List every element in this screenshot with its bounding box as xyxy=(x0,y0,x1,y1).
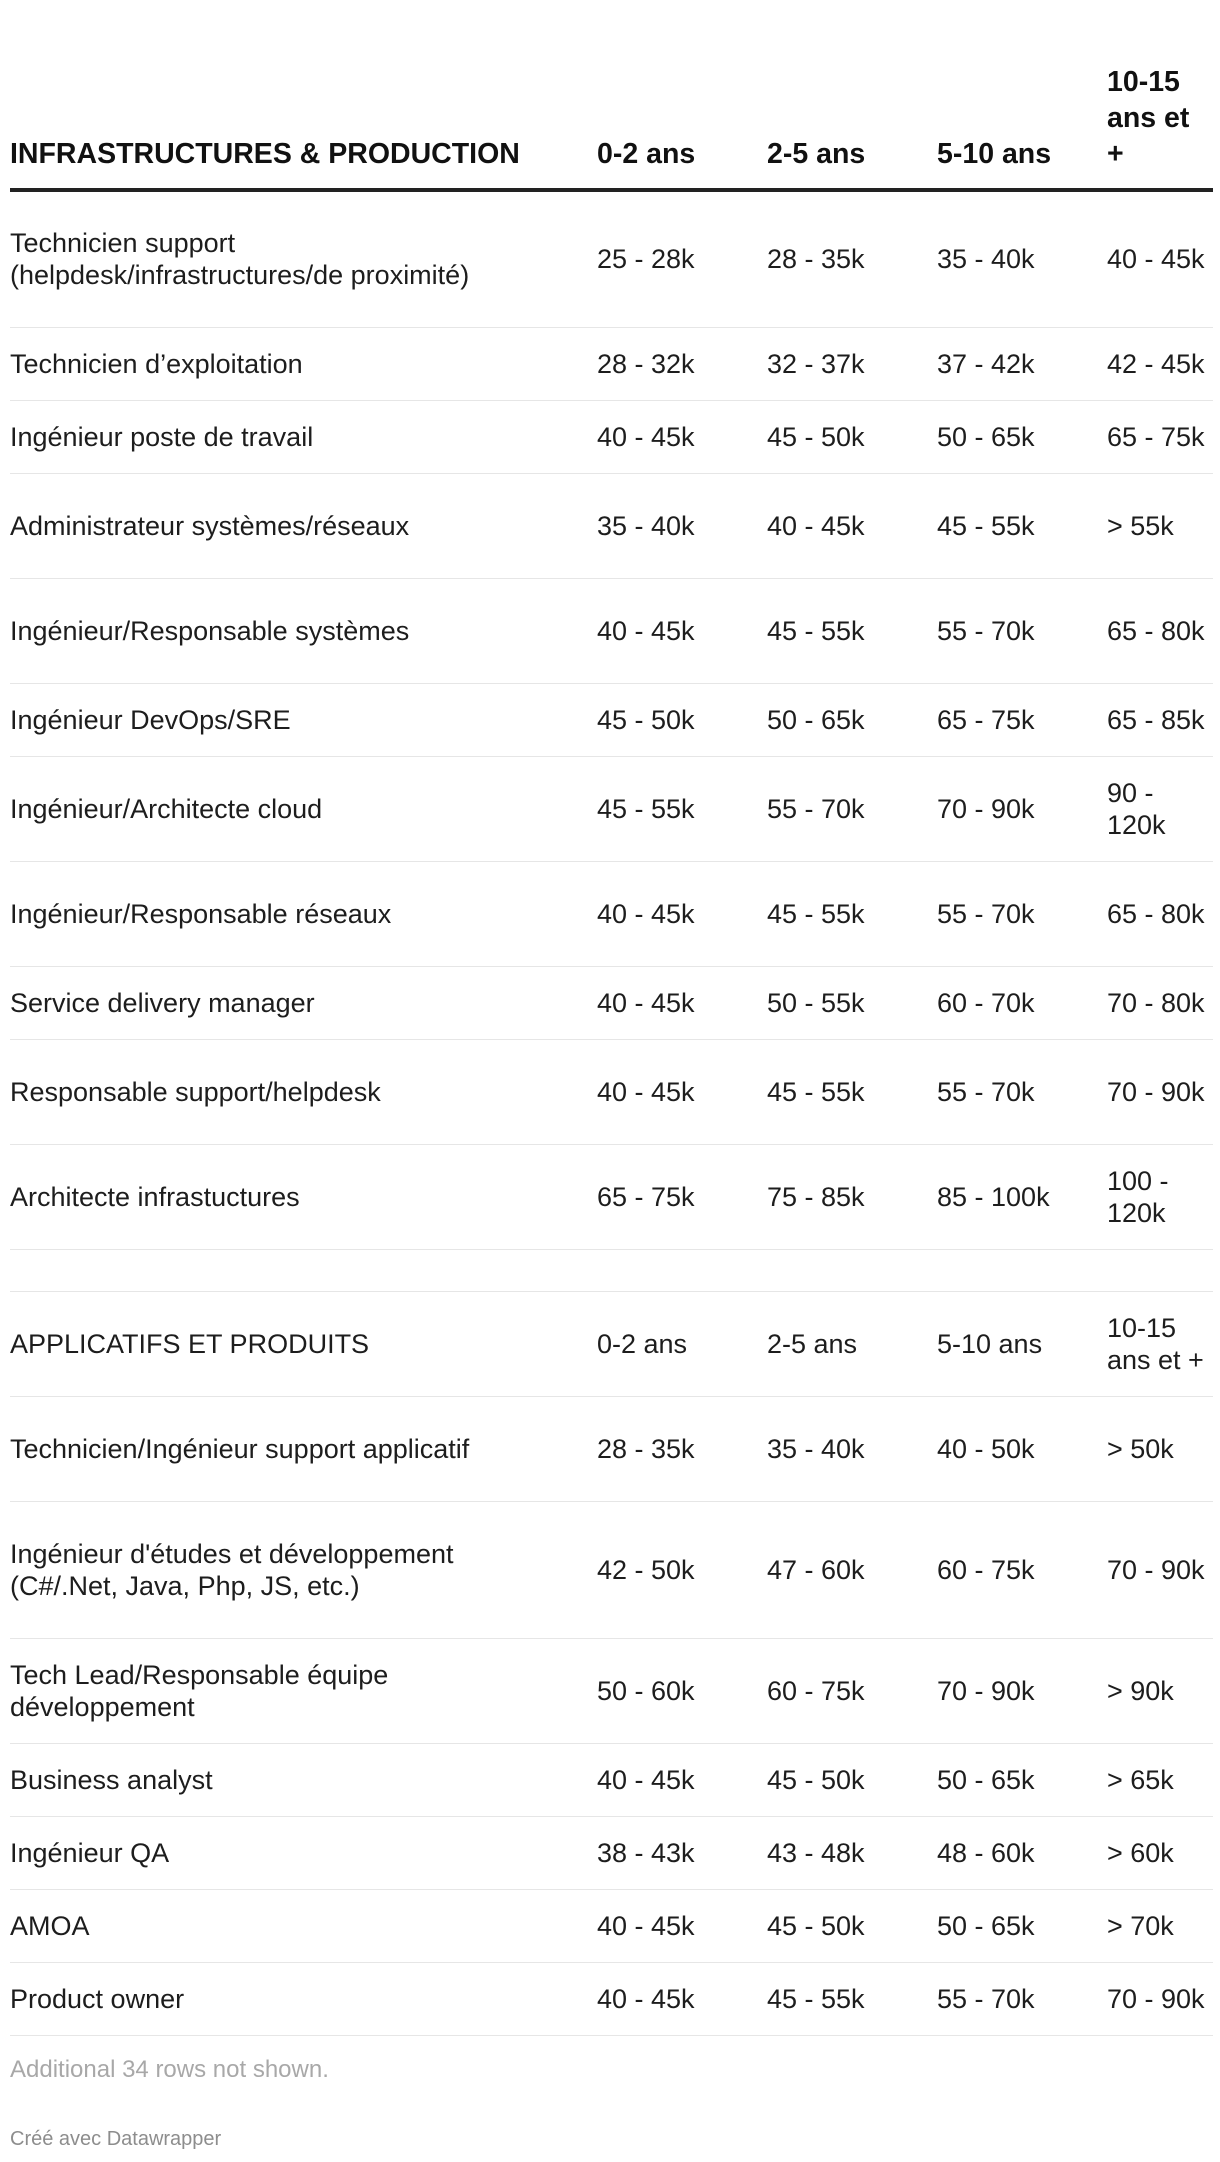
table-row xyxy=(10,1501,1213,1638)
row-label: Ingénieur/Responsable réseaux xyxy=(10,861,597,966)
row-label: AMOA xyxy=(10,1889,597,1962)
row-label: Ingénieur DevOps/SRE xyxy=(10,683,597,756)
cell-value: > 70k xyxy=(1107,1889,1213,1962)
row-label: Ingénieur/Architecte cloud xyxy=(10,756,597,861)
row-label: Ingénieur d'études et développement (C#/.Net, Java, Php, JS, etc.) xyxy=(10,1501,597,1638)
row-label: Ingénieur QA xyxy=(10,1816,597,1889)
cell-value: 35 - 40k xyxy=(937,190,1107,327)
cell-value: 40 - 45k xyxy=(597,966,767,1039)
cell-value: 28 - 32k xyxy=(597,327,767,400)
cell-value: 55 - 70k xyxy=(937,1039,1107,1144)
cell-value: 65 - 75k xyxy=(597,1144,767,1249)
table-row xyxy=(10,578,1213,683)
cell-value: 65 - 80k xyxy=(1107,578,1213,683)
cell-value: 50 - 65k xyxy=(937,1889,1107,1962)
cell-value: 55 - 70k xyxy=(937,861,1107,966)
cell-value: 40 - 45k xyxy=(597,861,767,966)
salary-table xyxy=(10,0,1213,2036)
cell-value: 50 - 65k xyxy=(767,683,937,756)
table-row xyxy=(10,1743,1213,1816)
section-col-5-10-ans: 5-10 ans xyxy=(937,1291,1107,1396)
section-header-row xyxy=(10,1291,1213,1396)
cell-value: 70 - 90k xyxy=(1107,1962,1213,2035)
row-label: Responsable support/helpdesk xyxy=(10,1039,597,1144)
cell-value: > 60k xyxy=(1107,1816,1213,1889)
cell-value: 40 - 45k xyxy=(597,400,767,473)
table-row xyxy=(10,1889,1213,1962)
cell-value: 40 - 45k xyxy=(767,473,937,578)
header-0-2-ans[interactable]: 0-2 ans xyxy=(597,0,767,190)
cell-value: 65 - 80k xyxy=(1107,861,1213,966)
cell-value: 65 - 75k xyxy=(1107,400,1213,473)
cell-value: 25 - 28k xyxy=(597,190,767,327)
cell-value: 55 - 70k xyxy=(937,578,1107,683)
cell-value: 70 - 90k xyxy=(1107,1501,1213,1638)
row-label: Service delivery manager xyxy=(10,966,597,1039)
cell-value: 55 - 70k xyxy=(937,1962,1107,2035)
cell-value: 45 - 55k xyxy=(767,861,937,966)
table-row xyxy=(10,683,1213,756)
cell-value: 45 - 50k xyxy=(767,1743,937,1816)
cell-value: 50 - 65k xyxy=(937,400,1107,473)
row-label: Product owner xyxy=(10,1962,597,2035)
header-5-10-ans[interactable]: 5-10 ans xyxy=(937,0,1107,190)
row-label: Tech Lead/Responsable équipe développement xyxy=(10,1638,597,1743)
cell-value: 45 - 55k xyxy=(937,473,1107,578)
spacer-cell xyxy=(1107,1249,1213,1291)
row-label: Technicien support (helpdesk/infrastructures/de proximité) xyxy=(10,190,597,327)
row-label: Administrateur systèmes/réseaux xyxy=(10,473,597,578)
cell-value: 40 - 45k xyxy=(597,1039,767,1144)
section-col-2-5-ans: 2-5 ans xyxy=(767,1291,937,1396)
header-2-5-ans[interactable]: 2-5 ans xyxy=(767,0,937,190)
cell-value: 45 - 50k xyxy=(767,1889,937,1962)
cell-value: 35 - 40k xyxy=(767,1396,937,1501)
cell-value: 45 - 50k xyxy=(597,683,767,756)
table-header-row xyxy=(10,0,1213,190)
table-row xyxy=(10,1638,1213,1743)
cell-value: 60 - 75k xyxy=(937,1501,1107,1638)
table-row xyxy=(10,1396,1213,1501)
table-row xyxy=(10,1816,1213,1889)
table-row xyxy=(10,1962,1213,2035)
cell-value: 45 - 55k xyxy=(767,1962,937,2035)
cell-value: 100 - 120k xyxy=(1107,1144,1213,1249)
row-label: Business analyst xyxy=(10,1743,597,1816)
salary-table-container xyxy=(10,0,1213,2036)
cell-value: 65 - 75k xyxy=(937,683,1107,756)
row-label: Technicien d’exploitation xyxy=(10,327,597,400)
cell-value: 38 - 43k xyxy=(597,1816,767,1889)
cell-value: 40 - 45k xyxy=(597,1962,767,2035)
row-label: Ingénieur/Responsable systèmes xyxy=(10,578,597,683)
table-row xyxy=(10,1144,1213,1249)
cell-value: > 55k xyxy=(1107,473,1213,578)
cell-value: 70 - 90k xyxy=(937,756,1107,861)
cell-value: 37 - 42k xyxy=(937,327,1107,400)
spacer-row xyxy=(10,1249,1213,1291)
cell-value: 47 - 60k xyxy=(767,1501,937,1638)
cell-value: 50 - 60k xyxy=(597,1638,767,1743)
cell-value: 70 - 90k xyxy=(1107,1039,1213,1144)
cell-value: 32 - 37k xyxy=(767,327,937,400)
header-category[interactable]: INFRASTRUCTURES & PRODUCTION xyxy=(10,0,597,190)
cell-value: 75 - 85k xyxy=(767,1144,937,1249)
cell-value: 42 - 50k xyxy=(597,1501,767,1638)
table-row xyxy=(10,861,1213,966)
cell-value: 28 - 35k xyxy=(767,190,937,327)
table-row xyxy=(10,756,1213,861)
cell-value: 40 - 45k xyxy=(597,1889,767,1962)
table-row xyxy=(10,400,1213,473)
cell-value: 60 - 70k xyxy=(937,966,1107,1039)
cell-value: 90 - 120k xyxy=(1107,756,1213,861)
cell-value: 70 - 80k xyxy=(1107,966,1213,1039)
spacer-cell xyxy=(597,1249,767,1291)
row-label: Technicien/Ingénieur support applicatif xyxy=(10,1396,597,1501)
cell-value: 40 - 45k xyxy=(597,1743,767,1816)
row-label: Ingénieur poste de travail xyxy=(10,400,597,473)
table-row xyxy=(10,473,1213,578)
additional-rows-note: Additional 34 rows not shown. xyxy=(10,2056,329,2083)
cell-value: 40 - 45k xyxy=(1107,190,1213,327)
cell-value: 42 - 45k xyxy=(1107,327,1213,400)
datawrapper-credit[interactable]: Créé avec Datawrapper xyxy=(10,2128,222,2150)
cell-value: 50 - 55k xyxy=(767,966,937,1039)
spacer-cell xyxy=(767,1249,937,1291)
cell-value: 45 - 55k xyxy=(767,1039,937,1144)
cell-value: 45 - 55k xyxy=(767,578,937,683)
cell-value: 40 - 45k xyxy=(597,578,767,683)
cell-value: 65 - 85k xyxy=(1107,683,1213,756)
section-col-10-15-ans: 10-15 ans et + xyxy=(1107,1291,1213,1396)
cell-value: 45 - 55k xyxy=(597,756,767,861)
table-row xyxy=(10,966,1213,1039)
table-row xyxy=(10,190,1213,327)
cell-value: 85 - 100k xyxy=(937,1144,1107,1249)
spacer-cell xyxy=(937,1249,1107,1291)
spacer-cell xyxy=(10,1249,597,1291)
cell-value: > 50k xyxy=(1107,1396,1213,1501)
table-row xyxy=(10,1039,1213,1144)
cell-value: 35 - 40k xyxy=(597,473,767,578)
cell-value: 43 - 48k xyxy=(767,1816,937,1889)
cell-value: 48 - 60k xyxy=(937,1816,1107,1889)
cell-value: > 90k xyxy=(1107,1638,1213,1743)
cell-value: > 65k xyxy=(1107,1743,1213,1816)
cell-value: 60 - 75k xyxy=(767,1638,937,1743)
section-title-applicatifs: APPLICATIFS ET PRODUITS xyxy=(10,1291,597,1396)
cell-value: 50 - 65k xyxy=(937,1743,1107,1816)
cell-value: 28 - 35k xyxy=(597,1396,767,1501)
cell-value: 55 - 70k xyxy=(767,756,937,861)
section-col-0-2-ans: 0-2 ans xyxy=(597,1291,767,1396)
table-row xyxy=(10,327,1213,400)
cell-value: 40 - 50k xyxy=(937,1396,1107,1501)
header-10-15-ans[interactable]: 10-15 ans et + xyxy=(1107,0,1213,190)
cell-value: 45 - 50k xyxy=(767,400,937,473)
row-label: Architecte infrastuctures xyxy=(10,1144,597,1249)
cell-value: 70 - 90k xyxy=(937,1638,1107,1743)
